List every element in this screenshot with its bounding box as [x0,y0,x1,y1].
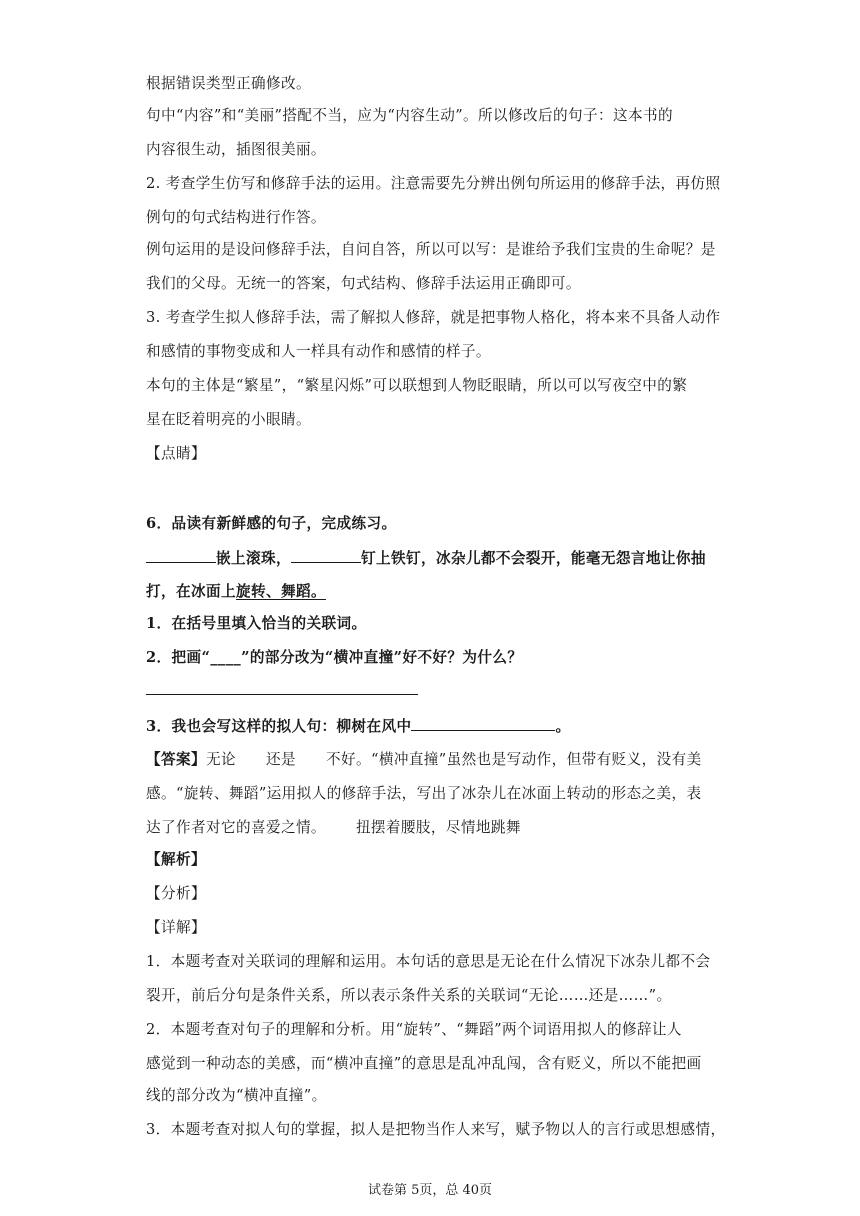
sentence-part: 嵌上滚珠， [216,550,291,567]
underlined-phrase: 旋转、舞蹈。 [235,583,326,600]
dianjing-label: 【点睛】 [146,445,206,462]
answer-line-1 [146,750,702,770]
answer-value: 达了作者对它的喜爱之情。 [146,819,326,836]
text-line: 线的部分改为“横冲直撞”。 [146,1087,327,1104]
answer-label: 【答案】 [146,751,206,768]
text-line: 星在眨着明亮的小眼睛。 [146,411,311,428]
answer-value: 扭摆着腰肢，尽情地跳舞 [355,819,521,836]
jiexi-label: 【解析】 [146,851,206,868]
sub-question-2: 2．把画“____”的部分改为“横冲直撞”好不好？为什么？ [146,649,523,666]
answer-line[interactable] [146,694,418,695]
answer-value: 无论 [205,751,236,768]
question-title: 6．品读有新鲜感的句子，完成练习。 [146,515,397,532]
text-line: 感觉到一种动态的美感，而“横冲直撞”的意思是乱冲乱闯，含有贬义，所以不能把画 [146,1055,702,1072]
text-line: 1．本题考查对关联词的理解和运用。本句话的意思是无论在什么情况下冰杂儿都不会 [146,953,711,970]
question-sentence-cont [146,582,326,602]
fenxi-label: 【分析】 [146,885,206,902]
question-sentence [146,548,706,569]
text-line: 根据错误类型正确修改。 [146,75,311,92]
text-line: 2. 考查学生仿写和修辞手法的运用。注意需要先分辨出例句所运用的修辞手法，再仿照 [146,175,721,192]
sentence-part: 3．我也会写这样的拟人句：柳树在风中 [146,718,412,735]
fill-blank[interactable] [411,716,555,731]
text-line: 2．本题考查对句子的理解和分析。用“旋转”、“舞蹈”两个词语用拟人的修辞让人 [146,1021,682,1038]
sentence-part: 。 [555,718,571,735]
answer-line-3 [146,818,521,838]
text-line: 我们的父母。无统一的答案，句式结构、修辞手法运用正确即可。 [146,275,581,292]
text-line: 裂开，前后分句是条件关系，所以表示条件关系的关联词“无论……还是……”。 [146,987,672,1004]
text-line: 3. 考查学生拟人修辞手法，需了解拟人修辞，就是把事物人格化，将本来不具备人动作 [146,309,721,326]
text-line: 句中“内容”和“美丽”搭配不当，应为“内容生动”。所以修改后的句子：这本书的 [146,107,673,124]
sentence-part: 打，在冰面上 [146,583,236,600]
sub-question-3 [146,716,570,737]
text-line: 例句运用的是设问修辞手法，自问自答，所以可以写：是谁给予我们宝贵的生命呢？是 [146,241,716,258]
page-footer: 试卷第 5页，总 40页 [367,1183,493,1198]
text-line: 本句的主体是“繁星”，“繁星闪烁”可以联想到人物眨眼睛，所以可以写夜空中的繁 [146,377,688,394]
text-line: 例句的句式结构进行作答。 [146,209,326,226]
answer-line-2: 感。“旋转、舞蹈”运用拟人的修辞手法，写出了冰杂儿在冰面上转动的形态之美，表 [146,785,702,802]
xiangjie-label: 【详解】 [146,919,206,936]
sub-question-1: 1．在括号里填入恰当的关联词。 [146,615,367,632]
fill-blank[interactable] [291,548,361,563]
sentence-part: 钉上铁钉，冰杂儿都不会裂开，能毫无怨言地让你抽 [360,550,706,567]
text-line: 和感情的事物变成和人一样具有动作和感情的样子。 [146,343,491,360]
answer-value: 还是 [265,751,296,768]
text-line: 内容很生动，插图很美丽。 [146,141,326,158]
text-line: 3．本题考查对拟人句的掌握，拟人是把物当作人来写，赋予物以人的言行或思想感情， [146,1121,726,1138]
fill-blank[interactable] [146,548,216,563]
answer-value: 不好。“横冲直撞”虽然也是写动作，但带有贬义，没有美 [325,751,702,768]
